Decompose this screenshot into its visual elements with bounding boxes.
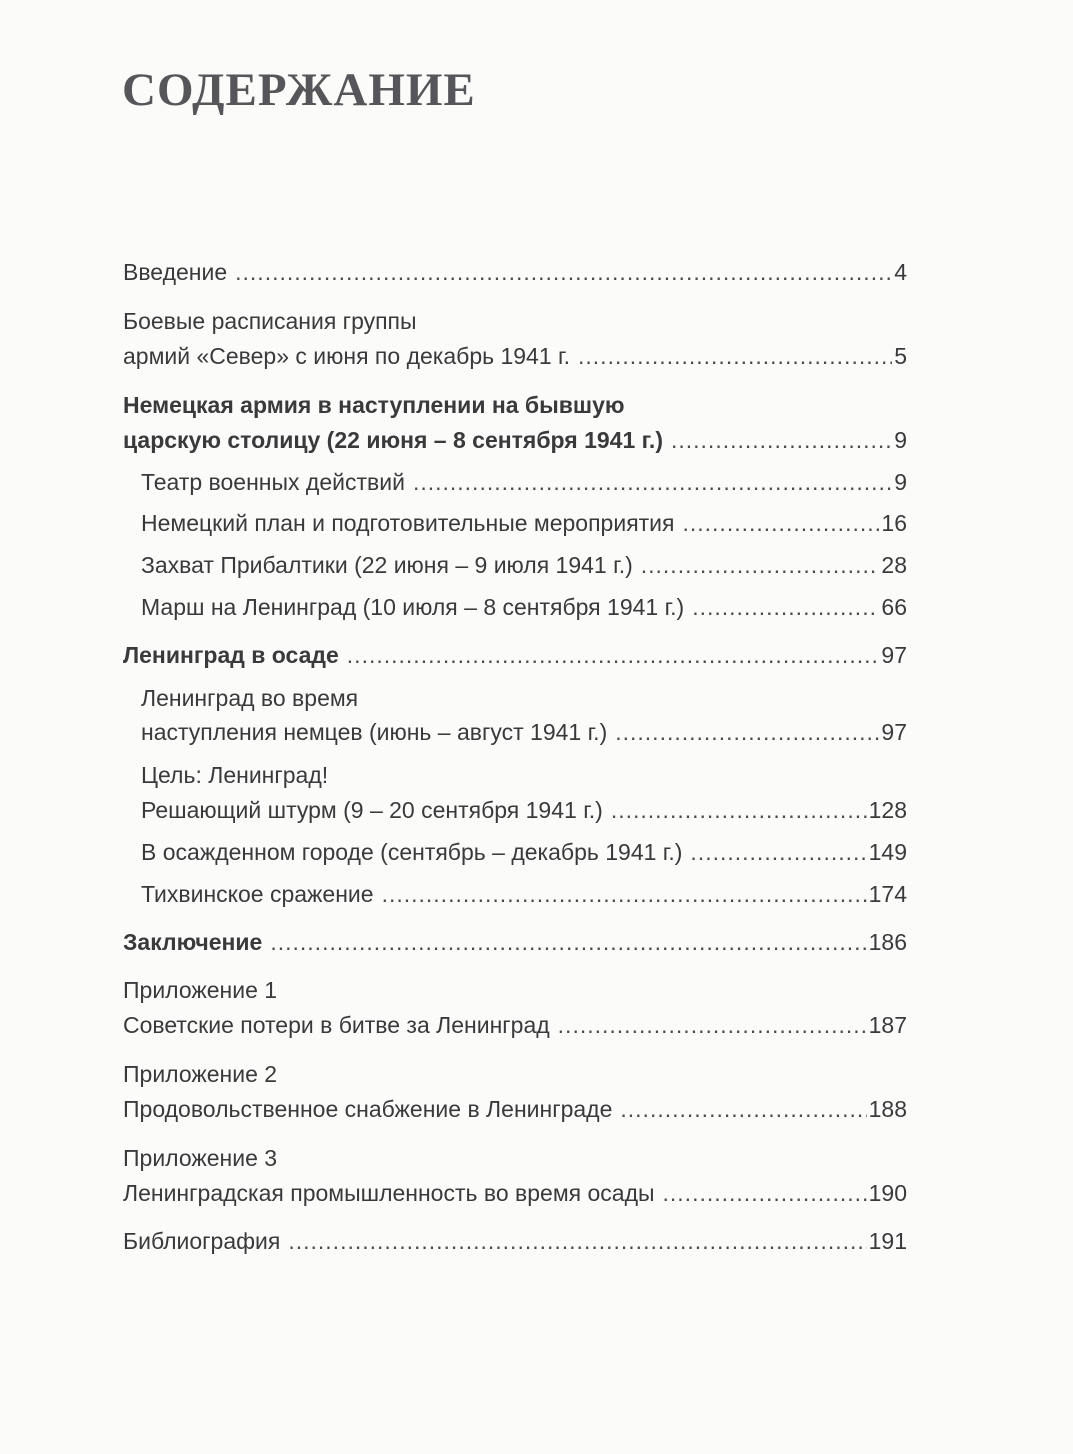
toc-entry-line (141, 760, 907, 790)
dot-leader (690, 837, 866, 867)
toc-entry-title: Марш на Ленинград (10 июля – 8 сентября 1941 г.) (141, 594, 685, 620)
page-title: СОДЕРЖАНИЕ (122, 64, 476, 116)
toc-entry-title: Ленинград во время (141, 685, 359, 711)
toc-page-number: 28 (881, 552, 907, 578)
toc-entry-title: Библиография (123, 1228, 281, 1254)
toc-page-number: 187 (868, 1012, 907, 1038)
toc-entry-title: Введение (123, 259, 228, 285)
toc-entry-title: Советские потери в битве за Ленинград (123, 1012, 550, 1038)
toc-entry (123, 341, 907, 371)
toc-page-number: 128 (868, 797, 907, 823)
toc-entry (141, 837, 907, 867)
toc-entry-title: армий «Север» с июня по декабрь 1941 г. (123, 343, 571, 369)
toc-page-number: 149 (868, 839, 907, 865)
toc-entry-title: Решающий штурм (9 – 20 сентября 1941 г.) (141, 797, 603, 823)
toc-entry-title: Театр военных действий (141, 469, 405, 495)
toc-entry-title: Заключение (123, 929, 263, 955)
toc-page-number: 186 (868, 929, 907, 955)
toc-page-number: 191 (868, 1228, 907, 1254)
toc-entry-line (123, 975, 907, 1005)
toc-page-number: 4 (894, 259, 907, 285)
toc-page-number: 5 (894, 343, 907, 369)
toc-entry-line (141, 683, 907, 713)
dot-leader (692, 592, 879, 622)
toc-entry (123, 1226, 907, 1256)
toc-entry-title: В осажденном городе (сентябрь – декабрь 1941 г.) (141, 839, 683, 865)
toc-page-number: 174 (868, 881, 907, 907)
toc-entry (123, 257, 907, 287)
toc-entry-title: Приложение 1 (123, 977, 278, 1003)
dot-leader (347, 640, 880, 670)
toc-page-number: 9 (894, 469, 907, 495)
toc-entry (123, 640, 907, 670)
toc-entry-title: Немецкий план и подготовительные мероприятия (141, 510, 675, 536)
toc-entry-title: Приложение 3 (123, 1145, 278, 1171)
dot-leader (558, 1010, 867, 1040)
toc-entry-title: Боевые расписания группы (123, 308, 417, 334)
toc-entry (141, 592, 907, 622)
toc-entry-title: Ленинград в осаде (123, 642, 339, 668)
toc-entry (141, 717, 907, 747)
toc-entry (123, 425, 907, 455)
toc-page-number: 190 (868, 1180, 907, 1206)
toc-page-number: 16 (881, 510, 907, 536)
toc-entry (141, 795, 907, 825)
toc-entry-title: наступления немцев (июнь – август 1941 г.) (141, 719, 608, 745)
dot-leader (663, 1178, 867, 1208)
toc-entry (141, 550, 907, 580)
toc-entry (141, 508, 907, 538)
dot-leader (615, 717, 879, 747)
toc-entry-title: царскую столицу (22 июня – 8 сентября 1941 г.) (123, 427, 663, 453)
dot-leader (578, 341, 892, 371)
dot-leader (235, 257, 892, 287)
toc-entry-title: Цель: Ленинград! (141, 762, 329, 788)
dot-leader (641, 550, 880, 580)
toc-entry (123, 1010, 907, 1040)
toc-page-number: 97 (881, 642, 907, 668)
toc-page-number: 188 (868, 1096, 907, 1122)
toc-entry-title: Немецкая армия в наступлении на бывшую (123, 392, 625, 418)
dot-leader (288, 1226, 866, 1256)
toc-page-number: 66 (881, 594, 907, 620)
toc-entry (141, 467, 907, 497)
toc-page-number: 9 (894, 427, 907, 453)
toc-entry-line (123, 390, 907, 420)
dot-leader (682, 508, 879, 538)
toc-entry-title: Продовольственное снабжение в Ленинграде (123, 1096, 613, 1122)
toc-entry (123, 1094, 907, 1124)
dot-leader (270, 927, 866, 957)
dot-leader (620, 1094, 866, 1124)
dot-leader (611, 795, 867, 825)
toc-page-number: 97 (881, 719, 907, 745)
toc-entry-title: Тихвинское сражение (141, 881, 374, 907)
dot-leader (671, 425, 892, 455)
toc-entry-line (123, 306, 907, 336)
toc-entry-title: Ленинградская промышленность во время осады (123, 1180, 655, 1206)
dot-leader (382, 879, 867, 909)
dot-leader (413, 467, 892, 497)
toc-entry (123, 1178, 907, 1208)
toc-entry (141, 879, 907, 909)
toc-entry-line (123, 1143, 907, 1173)
toc-entry-title: Захват Прибалтики (22 июня – 9 июля 1941 г.) (141, 552, 633, 578)
toc-entry-line (123, 1059, 907, 1089)
toc-entry (123, 927, 907, 957)
toc-entry-title: Приложение 2 (123, 1061, 278, 1087)
